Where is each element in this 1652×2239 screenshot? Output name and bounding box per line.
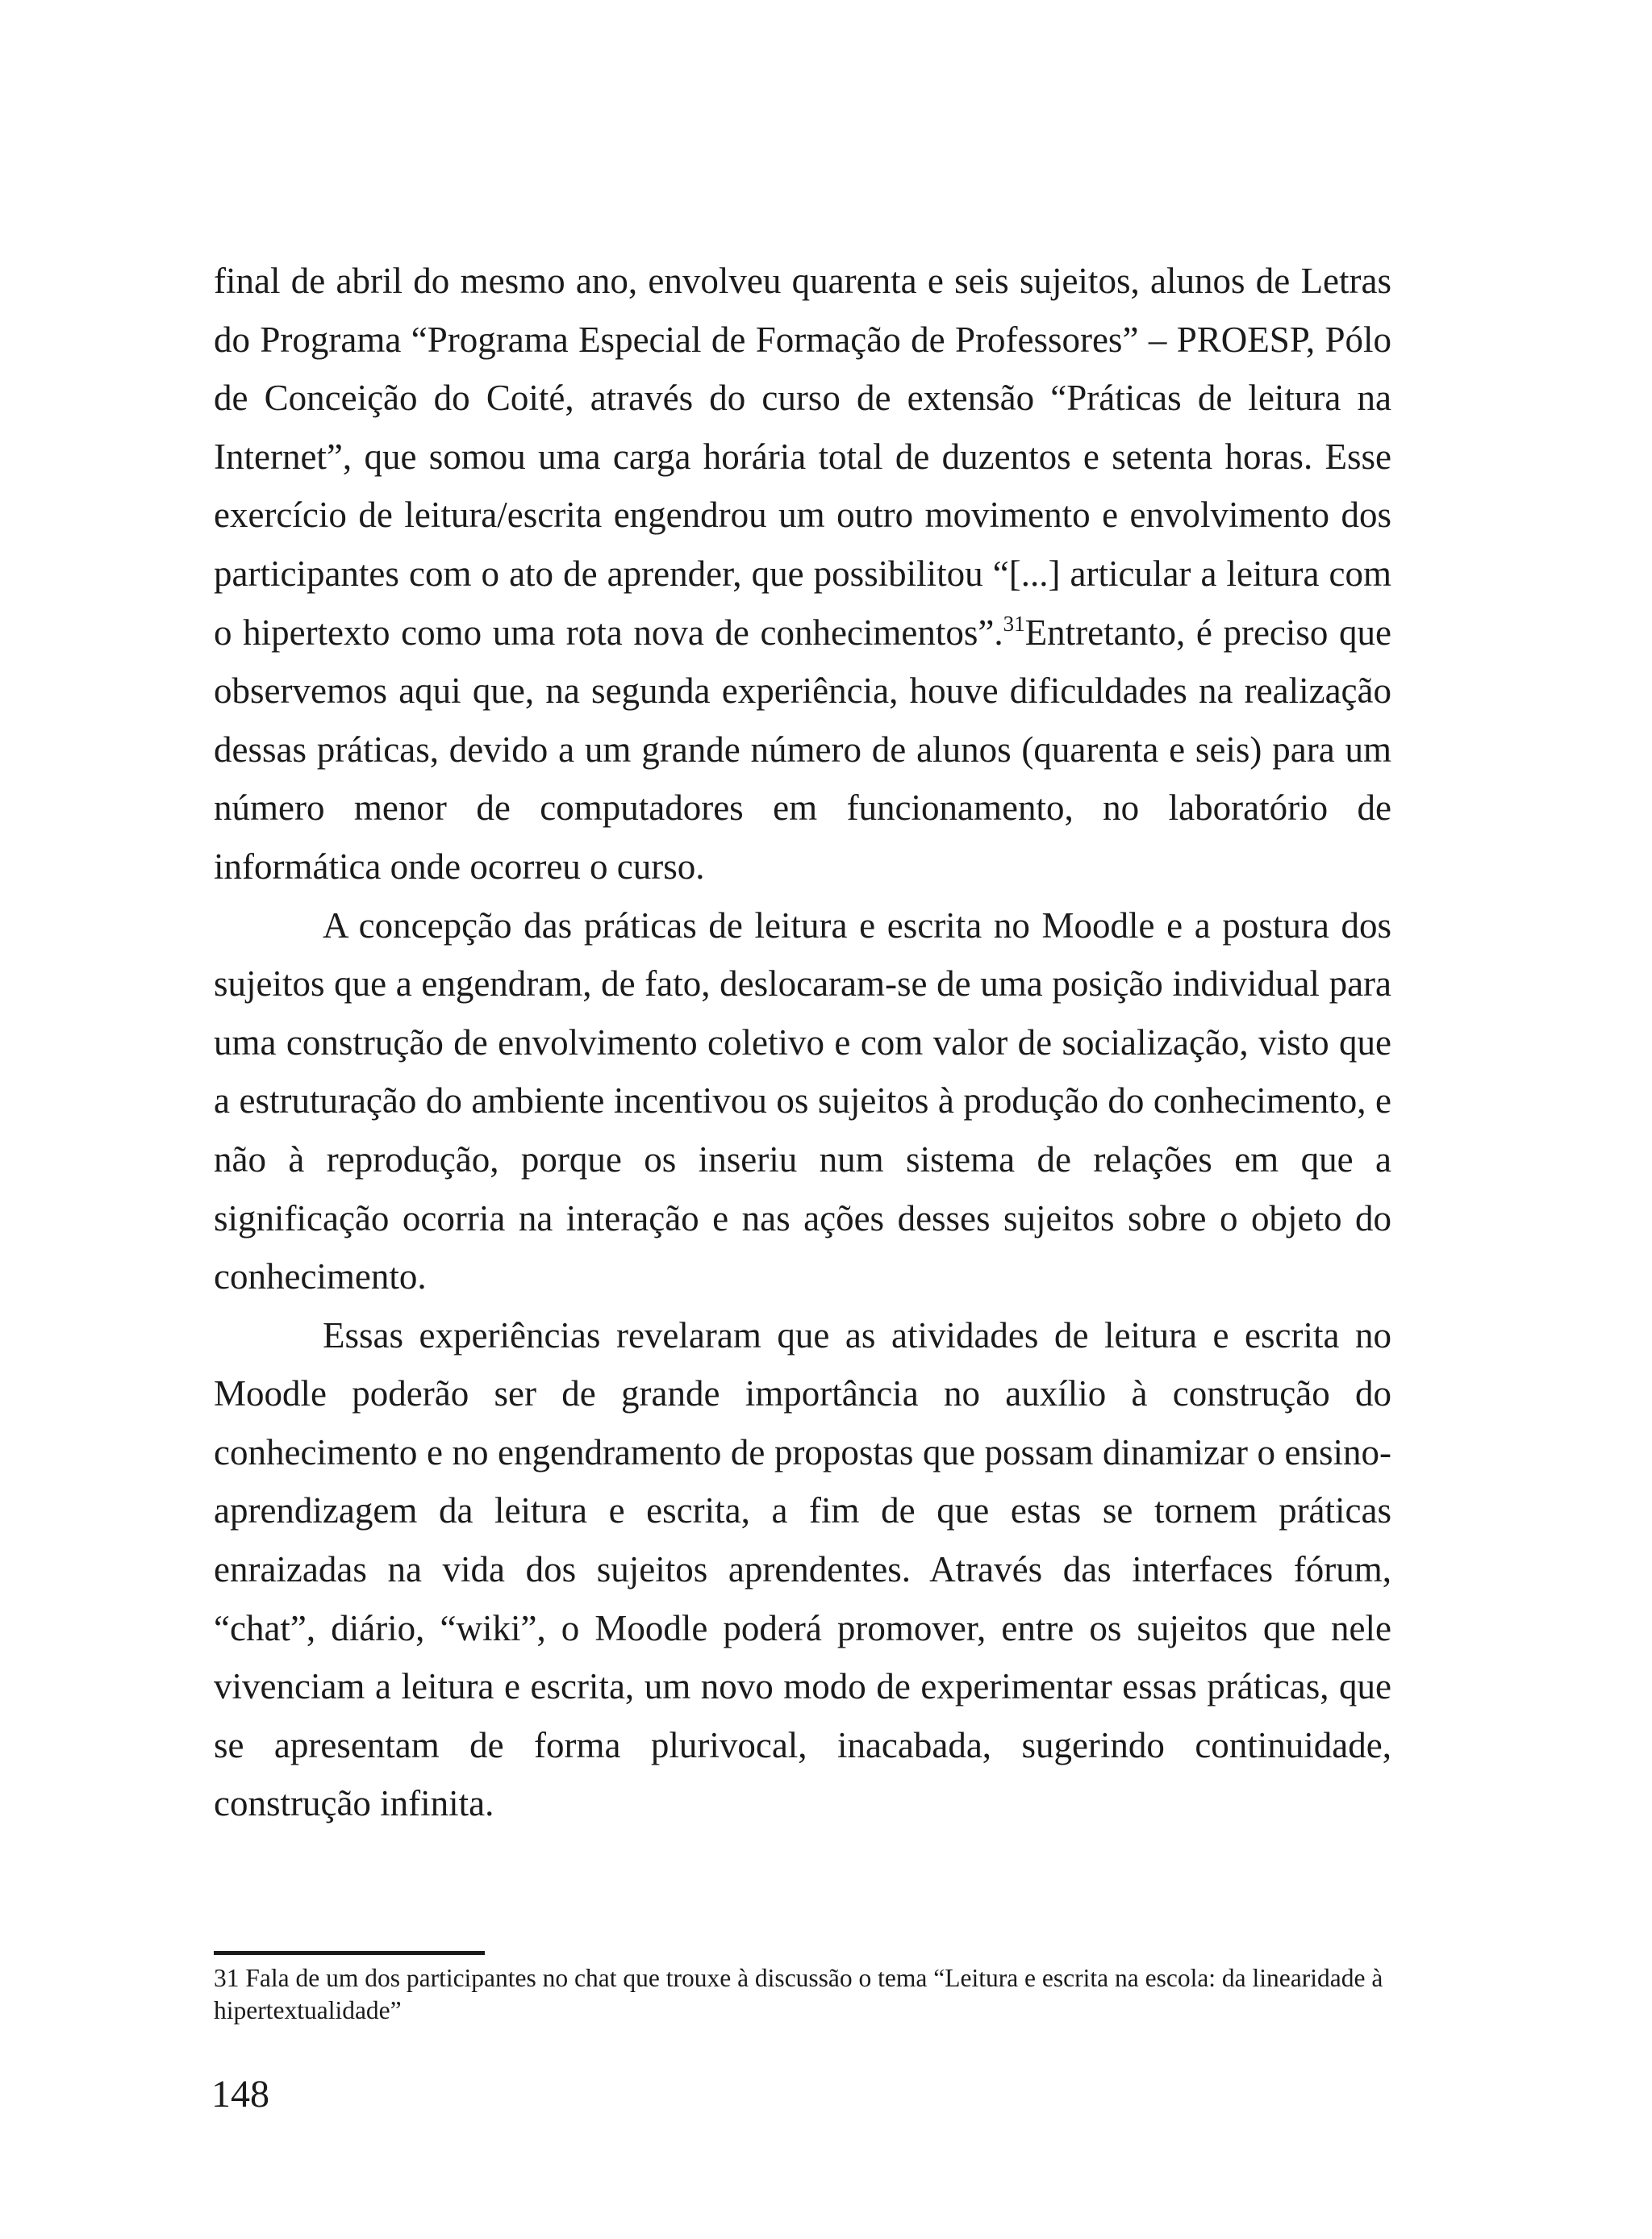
paragraph: Essas experiências revelaram que as atividades de leitura e escrita no Moodle poderão ser de grande importância no auxílio à construção do conhecimento e no engendramento de propostas que possam dinamizar o ensino-aprendizagem da leitura e escrita, a fim de que estas se tornem práticas enraizadas na vida dos sujeitos aprendentes. Através das interfaces fórum, “chat”, diário, “wiki”, o Moodle poderá promover, entre os sujeitos que nele vivenciam a leitura e escrita, um novo modo de experimentar essas práticas, que se apresentam de forma plurivocal, inacabada, sugerindo continuidade, construção infinita. <box>214 1314 1391 1824</box>
paragraph-text: Entretanto, é preciso que observemos aqui que, na segunda experiência, houve dificuldades na realização dessas práticas, devido a um grande número de alunos (quarenta e seis) para um número menor de computadores em funcionamento, no laboratório de informática onde ocorreu o curso. <box>214 612 1391 887</box>
footnote-reference[interactable]: 31 <box>1003 611 1025 636</box>
footnote-divider <box>214 1951 485 1955</box>
paragraph: A concepção das práticas de leitura e escrita no Moodle e a postura dos sujeitos que a engendram, de fato, deslocaram-se de uma posição individual para uma construção de envolvimento coletivo e com valor de socialização, visto que a estruturação do ambiente incentivou os sujeitos à produção do conhecimento, e não à reprodução, porque os inseriu num sistema de relações em que a significação ocorria na interação e nas ações desses sujeitos sobre o objeto do conhecimento. <box>214 904 1391 1297</box>
paragraph-text: final de abril do mesmo ano, envolveu quarenta e seis sujeitos, alunos de Letras do Programa “Programa Especial de Formação de Professores” – PROESP, Pólo de Conceição do Coité, através do curso de extensão “Práticas de leitura na Internet”, que somou uma carga horária total de duzentos e setenta horas. Esse exercício de leitura/escrita engendrou um outro movimento e envolvimento dos participantes com o ato de aprender, que possibilitou “[...] articular a leitura com o hipertexto como uma rota nova de conhecimentos”. <box>214 261 1391 653</box>
footnote: 31 Fala de um dos participantes no chat que trouxe à discussão o tema “Leitura e escrita na escola: da linearidade à hipertextualidade” <box>214 1964 1383 2024</box>
body-text <box>214 252 1391 1833</box>
paragraph-continued <box>214 252 1391 896</box>
page-number: 148 <box>211 2073 269 2116</box>
